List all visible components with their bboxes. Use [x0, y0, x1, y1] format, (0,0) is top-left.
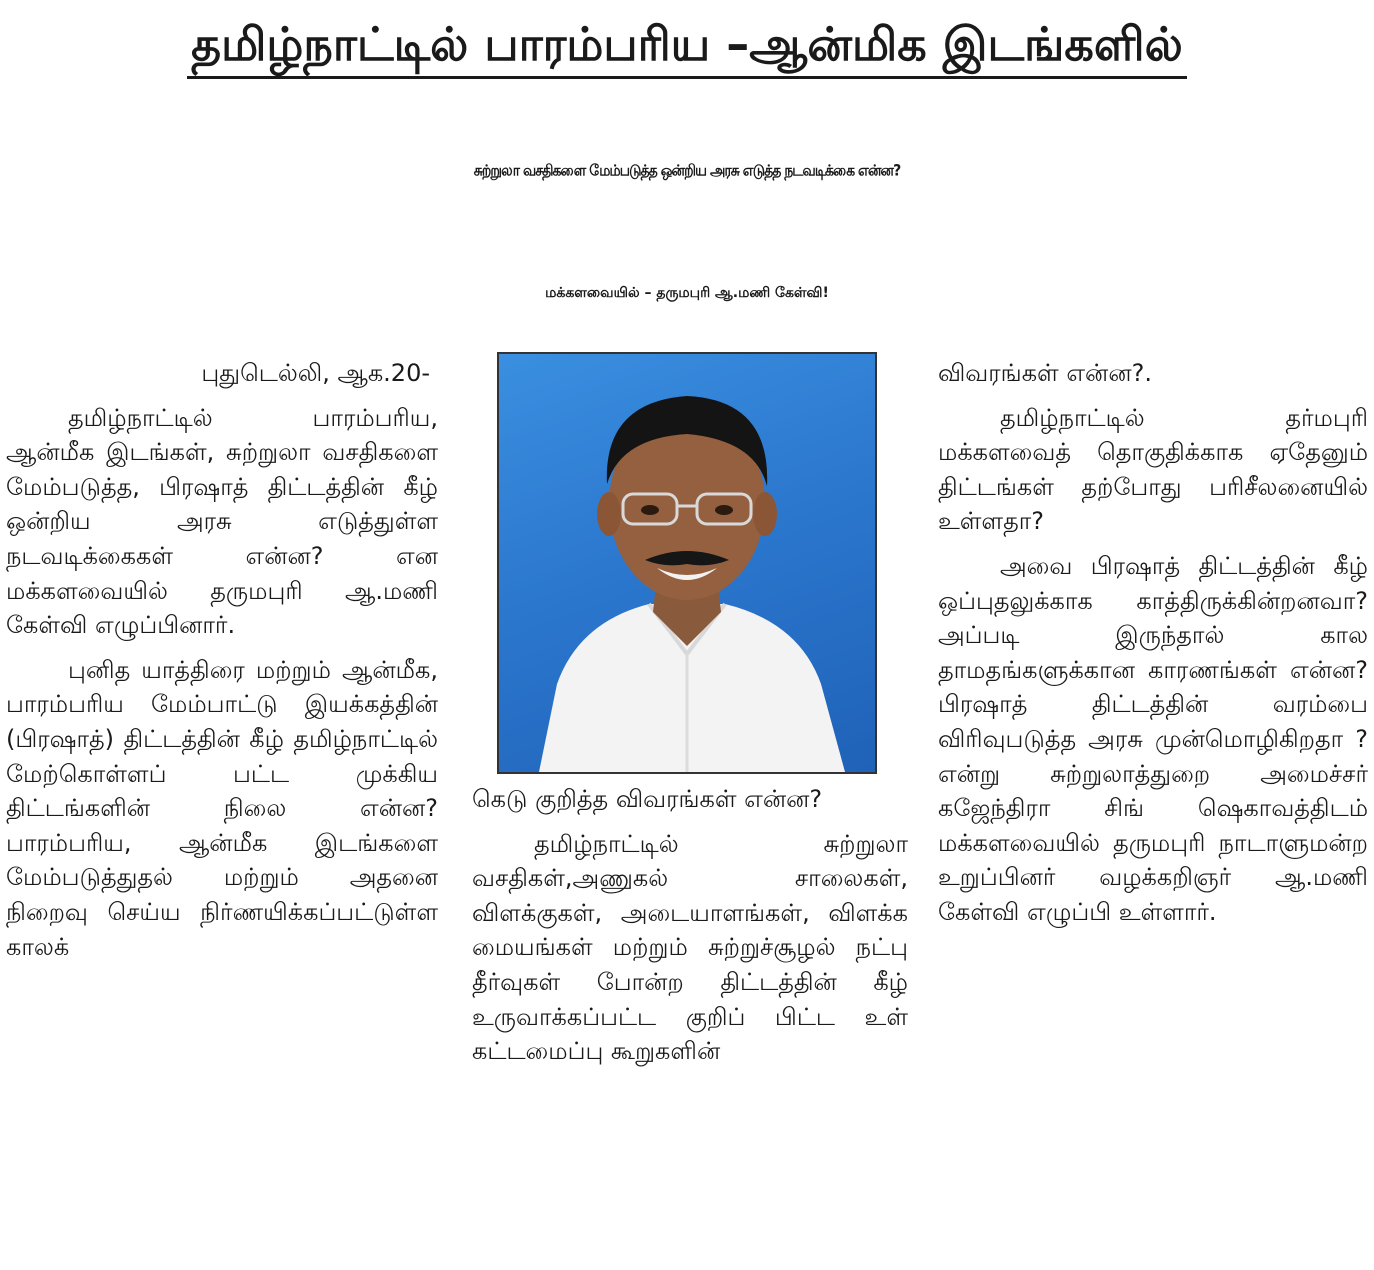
- paragraph: கெடு குறித்த விவரங்கள் என்ன?: [472, 785, 823, 813]
- article-column-1: [6, 356, 438, 1268]
- paragraph: அவை பிரஷாத் திட்டத்தின் கீழ் ஒப்புதலுக்காக காத்திருக்கின்றனவா?அப்படி இருந்தால் கால தாமதங்களுக்கான காரணங்கள் என்ன? பிரஷாத் திட்டத்தின் வரம்பை விரிவுபடுத்த அரசு முன்மொழிகிறதா ? என்று சுற்றுலாத்துறை அமைச்சர் கஜேந்திரா சிங் ஷெகாவத்திடம் மக்களவையில் தருமபுரி நாடாளுமன்ற உறுப்பினர் வழக்கறிஞர் ஆ.மணி கேள்வி எழுப்பி உள்ளார்.: [938, 551, 1368, 926]
- article-column-3: [938, 356, 1368, 1268]
- portrait-photo: [497, 352, 877, 774]
- kicker-text: தமிழ்நாட்டில் பாரம்பரிய –ஆன்மிக இடங்களில்: [187, 14, 1187, 79]
- article-column-2: [472, 782, 908, 1268]
- article-kicker: [0, 14, 1374, 79]
- portrait-illustration: [499, 354, 875, 772]
- paragraph: தமிழ்நாட்டில் சுற்றுலா வசதிகள்,அணுகல் சாலைகள், விளக்குகள், அடையாளங்கள், விளக்க மையங்கள் மற்றும் சுற்றுச்சூழல் நட்பு தீர்வுகள் போன்ற திட்டத்தின் கீழ் உருவாக்கப்பட்ட குறிப் பிட்ட உள் கட்டமைப்பு கூறுகளின்: [472, 829, 908, 1066]
- paragraph: தமிழ்நாட்டில் பாரம்பரிய, ஆன்மீக இடங்கள், சுற்றுலா வசதிகளை மேம்படுத்த, பிரஷாத் திட்டத்தின் கீழ் ஒன்றிய அரசு எடுத்துள்ள நடவடிக்கைகள் என்ன? என மக்களவையில் தருமபுரி ஆ.மணி கேள்வி எழுப்பினார்.: [6, 403, 438, 640]
- dateline: புதுடெல்லி, ஆக.20-: [201, 359, 430, 387]
- paragraph: விவரங்கள் என்ன?.: [938, 359, 1152, 387]
- paragraph: புனித யாத்திரை மற்றும் ஆன்மீக, பாரம்பரிய மேம்பாட்டு இயக்கத்தின் (பிரஷாத்) திட்டத்தின் கீழ் தமிழ்நாட்டில் மேற்கொள்ளப் பட்ட முக்கிய திட்டங்களின் நிலை என்ன? பாரம்பரிய, ஆன்மீக இடங்களை மேம்படுத்துதல் மற்றும் அதனை நிறைவு செய்ய நிர்ணயிக்கப்பட்டுள்ள காலக்: [6, 655, 438, 961]
- paragraph: தமிழ்நாட்டில் தர்மபுரி மக்களவைத் தொகுதிக்காக ஏதேனும் திட்டங்கள் தற்போது பரிசீலனையில் உள்ளதா?: [938, 403, 1368, 536]
- article-headline: சுற்றுலா வசதிகளை மேம்படுத்த ஒன்றிய அரசு எடுத்த நடவடிக்கை என்ன?: [473, 161, 901, 180]
- article-subhead: மக்களவையில் – தருமபுரி ஆ.மணி கேள்வி!: [545, 285, 829, 301]
